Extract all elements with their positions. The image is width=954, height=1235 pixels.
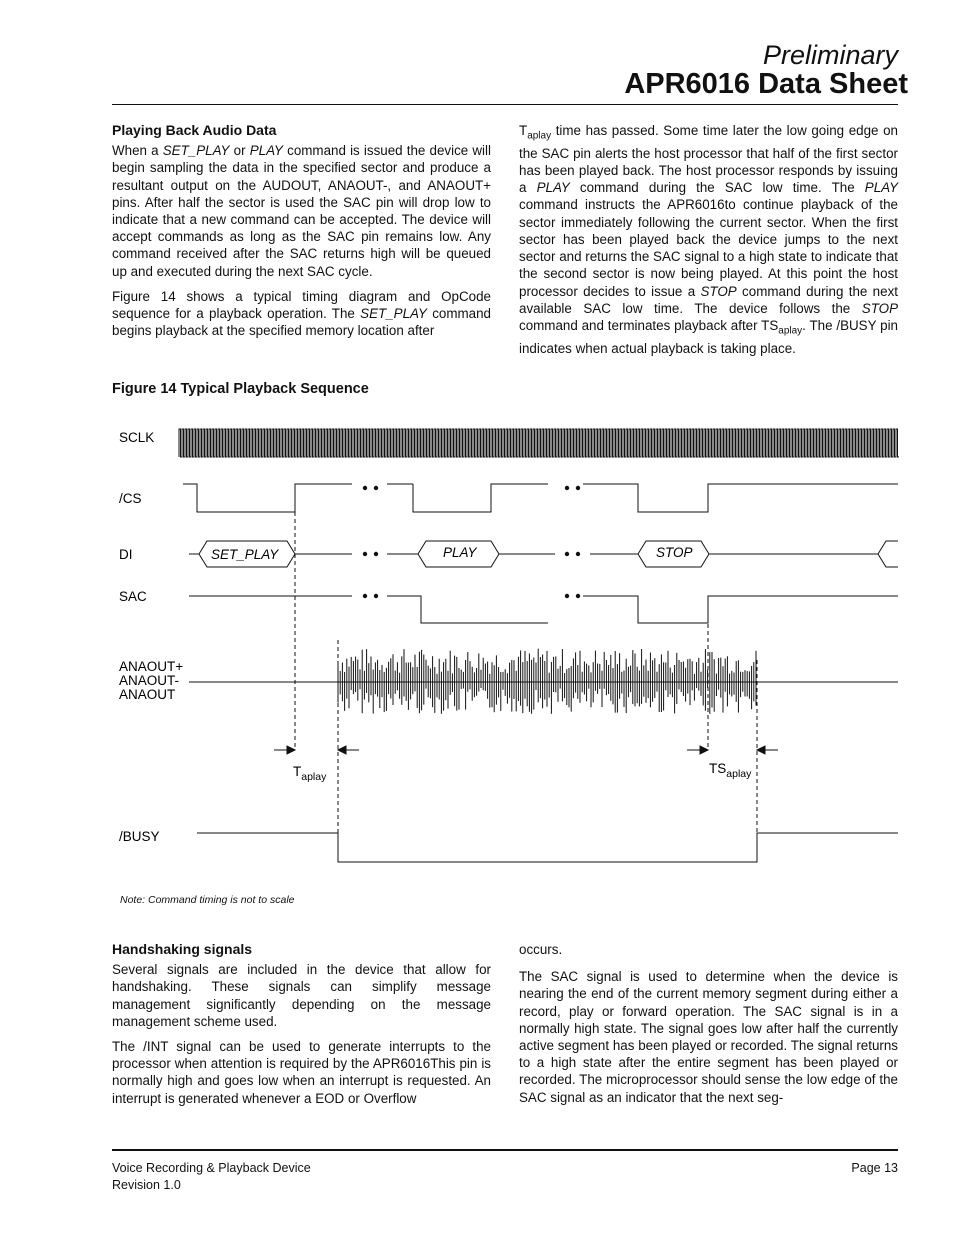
cs-waveform bbox=[183, 484, 898, 512]
taplay-label: $T_{aplay}$ bbox=[293, 764, 327, 783]
busy-waveform bbox=[197, 833, 898, 862]
footer-left bbox=[112, 1160, 311, 1193]
section2-right-column bbox=[519, 941, 898, 1114]
signal-label-anaout: ANAOUT bbox=[119, 687, 176, 702]
section1-paragraph-3: $T_{aplay}$ time has passed. Some time later the low going edge on the SAC pin alerts the host processor that half of the first sector has been played back. The host processor responds by issuing a PLAY command during the SAC low time. The PLAY command instructs the APR6016to continue playback of the sector immediately following the current sector. When the first sector has been played back the device jumps to the next sector and returns the SAC signal to a high state to indicate that the second sector is now being played. At this point the host processor decides to issue a STOP command during the next available SAC low time. The device follows the STOP command and terminates playback after $TS_{aplay}$. The /BUSY pin indicates when actual playback is taking place. bbox=[519, 123, 899, 356]
signal-label-busy: /BUSY bbox=[119, 829, 160, 844]
command-play: PLAY bbox=[443, 545, 477, 560]
command-set-play: SET_PLAY bbox=[211, 547, 279, 562]
signal-label-di: DI bbox=[119, 547, 133, 562]
timing-arrows bbox=[274, 746, 778, 754]
footer-revision: Revision 1.0 bbox=[112, 1177, 181, 1192]
section2-paragraph-2: The /INT signal can be used to generate interrupts to the processor when attention is required by the APR6016This pin is normally high and goes low when an interrupt is requested. An interrupt is generated whenever a EOD or Overflow bbox=[112, 1039, 491, 1106]
section2-heading: Handshaking signals bbox=[112, 941, 253, 957]
anaout-audio-waveform bbox=[338, 649, 756, 714]
figure-title: Figure 14 Typical Playback Sequence bbox=[112, 381, 369, 397]
footer-doc-name: Voice Recording & Playback Device bbox=[112, 1161, 311, 1175]
signal-label-cs: /CS bbox=[119, 491, 142, 506]
signal-label-anaout-minus: ANAOUT- bbox=[119, 673, 180, 688]
signal-label-sclk: SCLK bbox=[119, 430, 155, 445]
tsaplay-label: $TS_{aplay}$ bbox=[709, 761, 752, 780]
section2-paragraph-4: The SAC signal is used to determine when the device is nearing the end of the current memory segment during either a record, play or forward operation. The SAC signal is in a normally high state. The signal goes low after half the currently active segment has been played or recorded. The signal returns to a high state after the entire segment has been played or recorded. The microprocessor should sense the low edge of the SAC signal as an indicator that the next seg- bbox=[519, 969, 898, 1105]
section1-heading: Playing Back Audio Data bbox=[112, 122, 277, 138]
sclk-pulses bbox=[179, 429, 899, 457]
footer-page-number: Page 13 bbox=[851, 1161, 898, 1175]
figure-note: Note: Command timing is not to scale bbox=[120, 894, 295, 906]
cs-break-dots bbox=[363, 486, 580, 490]
footer-rule bbox=[112, 1149, 898, 1151]
header-preliminary: Preliminary bbox=[762, 40, 898, 70]
header-title: APR6016 Data Sheet bbox=[624, 68, 908, 100]
command-stop: STOP bbox=[656, 545, 693, 560]
section1-paragraph-2: Figure 14 shows a typical timing diagram and OpCode sequence for a playback operation. The SET_PLAY command begins playback at the specified memory location after bbox=[112, 288, 491, 339]
sclk-waveform bbox=[179, 429, 899, 457]
section2-left-column bbox=[112, 941, 491, 1115]
signal-label-sac: SAC bbox=[119, 589, 147, 604]
section2-paragraph-1: Several signals are included in the device that allow for handshaking. These signals can simplify message management significantly depending on the message management scheme used. bbox=[112, 962, 491, 1029]
section1-paragraph-1: When a SET_PLAY or PLAY command is issued the device will begin sampling the data in the specified sector and produce a resultant output on the AUDOUT, ANAOUT-, and ANAOUT+ pins. After half the sector is used the SAC pin will drop low to indicate that a new command can be accepted. The device will accept commands as long as the SAC pin remains low. Any command received after the SAC returns high will be queued up and executed during the next SAC cycle. bbox=[112, 143, 491, 279]
signal-label-anaout-plus: ANAOUT+ bbox=[119, 659, 184, 674]
section2-paragraph-3: occurs. bbox=[519, 942, 563, 957]
